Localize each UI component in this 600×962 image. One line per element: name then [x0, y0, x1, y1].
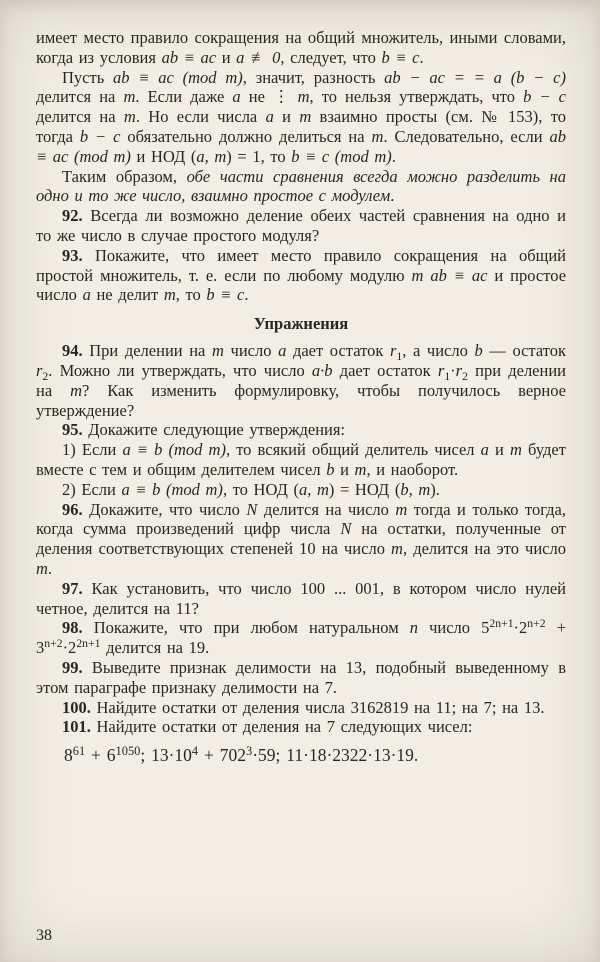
text-run: обе части сравнения всегда можно разделить на одно и то же число, взаимно простое с модулем	[36, 166, 566, 206]
text-run: Докажите следующие утверждения:	[82, 420, 346, 440]
text-run: b ≡ c (mod m)	[291, 146, 392, 166]
text-run: .	[390, 186, 395, 206]
text-run: m	[411, 265, 424, 285]
text-run: при делении на	[36, 360, 566, 400]
text-run: 4	[191, 743, 199, 758]
text-run: Упражнения	[253, 314, 349, 334]
text-run: a ≡ b (mod m)	[122, 440, 226, 460]
text-run: имеет место правило сокращения на общий множитель, иными словами, когда из условия	[36, 28, 566, 67]
text-run: 101.	[62, 717, 91, 737]
exercise-101-formula	[36, 743, 566, 766]
text-run: a, m	[298, 479, 329, 499]
text-run: 2) Если	[62, 479, 122, 499]
text-run: m	[36, 558, 48, 578]
text-run: r	[36, 360, 43, 380]
text-run: , то НОД (	[222, 479, 299, 499]
text-run: n	[409, 618, 419, 638]
text-run: ab ≡ ac	[161, 47, 217, 67]
text-run: r	[437, 360, 445, 380]
text-run: 93.	[62, 245, 83, 265]
text-run: , следует, что	[280, 47, 382, 67]
text-run: 2n+1	[489, 617, 514, 631]
text-run: m	[395, 499, 408, 519]
text-run: , значит, разность	[242, 67, 385, 87]
text-run: b	[474, 341, 483, 361]
exercise-96	[36, 500, 566, 579]
text-run: .	[47, 558, 53, 578]
text-run: N	[246, 499, 258, 519]
text-run: m	[371, 126, 384, 146]
text-run: 3	[246, 743, 253, 758]
text-run: b ≡ c	[381, 47, 420, 67]
text-run: ) = 1, то	[226, 146, 292, 166]
text-run: 1	[444, 369, 451, 383]
text-run: 98.	[62, 618, 83, 638]
text-run: 2n+1	[76, 637, 101, 651]
text-run: делится на	[36, 87, 124, 107]
text-run: a ≡ b (mod m)	[121, 479, 223, 499]
text-run: Выведите признак делимости на 13, подобный выведенному в этом параграфе признаку делимости на 7.	[36, 657, 566, 697]
text-run: При делении на	[82, 341, 212, 361]
text-run: m	[123, 87, 136, 107]
text-run: Покажите, что при любом натуральном	[82, 618, 410, 638]
text-run: ab ≡ ac (mod m)	[36, 126, 566, 166]
text-run: b ≡ c	[206, 285, 245, 305]
paragraph	[36, 68, 566, 167]
text-run: ab − ac = = a (b − c)	[384, 67, 566, 87]
exercise-92	[36, 206, 566, 246]
text-run: r	[389, 341, 397, 361]
text-run: a	[265, 107, 274, 127]
text-run: не делит	[90, 285, 164, 305]
text-run: + 702	[198, 745, 246, 766]
exercise-100	[36, 698, 566, 718]
section-heading	[36, 314, 566, 334]
text-run: + 3	[36, 618, 567, 658]
paragraph	[36, 28, 566, 68]
text-run: число	[223, 341, 279, 361]
text-run: a	[480, 440, 489, 460]
text-run: ·	[450, 360, 456, 380]
text-run: , делится на это число	[402, 539, 566, 559]
text-run: . Следовательно, если	[383, 126, 550, 146]
text-run: ab ≡ ac (mod m)	[113, 67, 243, 87]
text-run: m	[354, 459, 367, 479]
text-column	[36, 28, 566, 766]
text-run: 99.	[62, 657, 83, 677]
text-run: m	[70, 380, 82, 400]
text-run: .	[391, 146, 396, 166]
text-run: a ≢ 0	[236, 47, 281, 67]
text-run: 92.	[62, 206, 83, 226]
text-run: a	[82, 285, 91, 305]
text-run: Покажите, что имеет место правило сокращения на общий простой множитель, т. е. если по любому модулю	[36, 245, 566, 285]
text-run: 97.	[62, 578, 83, 598]
text-run: число 5	[418, 618, 490, 638]
text-run: . Но если числа	[135, 107, 266, 127]
text-run: , то нельзя утверждать, что	[309, 87, 524, 107]
text-run: , а число	[402, 341, 475, 361]
text-run: Таким образом,	[62, 166, 187, 186]
text-run: m	[299, 107, 312, 127]
text-run: Найдите остатки от деления числа 3162819 на 11; на 7; на 13.	[90, 697, 545, 717]
text-run: a	[278, 341, 287, 361]
text-run: и НОД (	[130, 146, 197, 166]
text-run: , то всякий общий делитель чисел	[225, 440, 481, 460]
exercise-94	[36, 341, 566, 420]
exercise-93	[36, 246, 566, 305]
text-run: Всегда ли возможно деление обеих частей сравнения на одно и то же число в случае простого модуля?	[36, 206, 566, 245]
text-run: 2	[42, 369, 49, 383]
text-run: ·2	[62, 638, 77, 658]
text-run: b − c	[79, 126, 121, 146]
text-run: на остатки, полученные от деления соответствующих степеней 10 на число	[36, 519, 566, 559]
text-run: и	[334, 459, 355, 479]
text-run: a·b	[311, 360, 333, 380]
text-run: m	[123, 107, 136, 127]
text-run: b − c	[523, 87, 566, 107]
text-run: 61	[72, 743, 86, 758]
text-run: ·59; 11·18·2322·13·19.	[252, 745, 419, 766]
text-run: 2	[462, 369, 468, 383]
text-run: m	[211, 341, 224, 361]
text-run: , и наоборот.	[366, 459, 459, 479]
text-run: делится на 19.	[100, 638, 210, 658]
text-run: и	[216, 47, 237, 67]
text-run: дает остаток	[332, 360, 438, 380]
text-run: .	[419, 47, 424, 67]
text-run: 8	[64, 745, 73, 766]
text-run: 100.	[62, 697, 91, 717]
text-run: m	[163, 285, 176, 305]
text-run: Как установить, что число 100 ... 001, в котором число нулей четное, делится на 11?	[36, 578, 566, 618]
text-run: N	[340, 519, 352, 539]
text-run: ).	[430, 479, 440, 499]
text-run: ? Как изменить формулировку, чтобы получилось верное утверждение?	[36, 380, 567, 420]
text-run: a, m	[196, 146, 227, 166]
text-run: .	[244, 285, 249, 305]
text-run: 1	[396, 349, 403, 363]
text-run: 1050	[115, 743, 141, 758]
text-run: Найдите остатки от деления на 7 следующих чисел:	[90, 717, 473, 737]
text-run: ; 13·10	[140, 745, 192, 766]
paragraph	[36, 167, 566, 207]
text-run: 94.	[62, 341, 83, 361]
text-run: a	[232, 87, 241, 107]
text-run: дает остаток	[286, 341, 390, 361]
exercise-98	[36, 618, 566, 658]
text-run: n+2	[527, 617, 546, 631]
text-run: n+2	[44, 637, 63, 651]
text-run: , то	[175, 285, 207, 305]
text-run: r	[455, 360, 463, 380]
text-run: взаимно просты (см. № 153), то тогда	[36, 107, 566, 146]
exercise-101	[36, 717, 566, 737]
exercise-95-item-2	[36, 480, 566, 500]
page-number: 38	[36, 927, 52, 944]
text-run: обязательно должно делиться на	[120, 126, 372, 146]
text-run: m	[510, 440, 522, 460]
text-run: и	[273, 107, 300, 127]
exercise-99	[36, 658, 566, 698]
text-run: 1) Если	[62, 440, 123, 460]
text-run: ·2	[513, 618, 528, 638]
text-run: и	[488, 440, 510, 460]
text-run: тогда и только тогда, когда сумма произведений цифр числа	[36, 499, 567, 539]
text-run: m	[391, 539, 403, 559]
text-run: b	[326, 459, 335, 479]
text-run: делится на	[36, 107, 124, 127]
exercise-95	[36, 420, 566, 440]
text-run: будет вместе с тем и общим делителем чисел	[36, 440, 566, 479]
text-run: Докажите, что число	[82, 499, 247, 519]
exercise-97	[36, 579, 566, 619]
text-run: ab ≡ ac	[430, 265, 488, 285]
text-run: не ⋮	[240, 87, 298, 107]
text-run: 95.	[62, 420, 83, 440]
text-run: делится на число	[257, 499, 396, 519]
text-run: + 6	[85, 745, 116, 766]
text-run: . Можно ли утверждать, что число	[48, 360, 312, 380]
text-run: m	[297, 87, 310, 107]
text-run: . Если даже	[135, 87, 233, 107]
text-run: b, m	[400, 479, 431, 499]
text-run: — остаток	[482, 341, 566, 361]
exercise-95-item-1	[36, 440, 566, 480]
text-run: Пусть	[62, 67, 114, 87]
text-run: 96.	[62, 499, 83, 519]
text-run: и простое число	[36, 265, 567, 305]
text-run: ) = НОД (	[328, 479, 401, 499]
